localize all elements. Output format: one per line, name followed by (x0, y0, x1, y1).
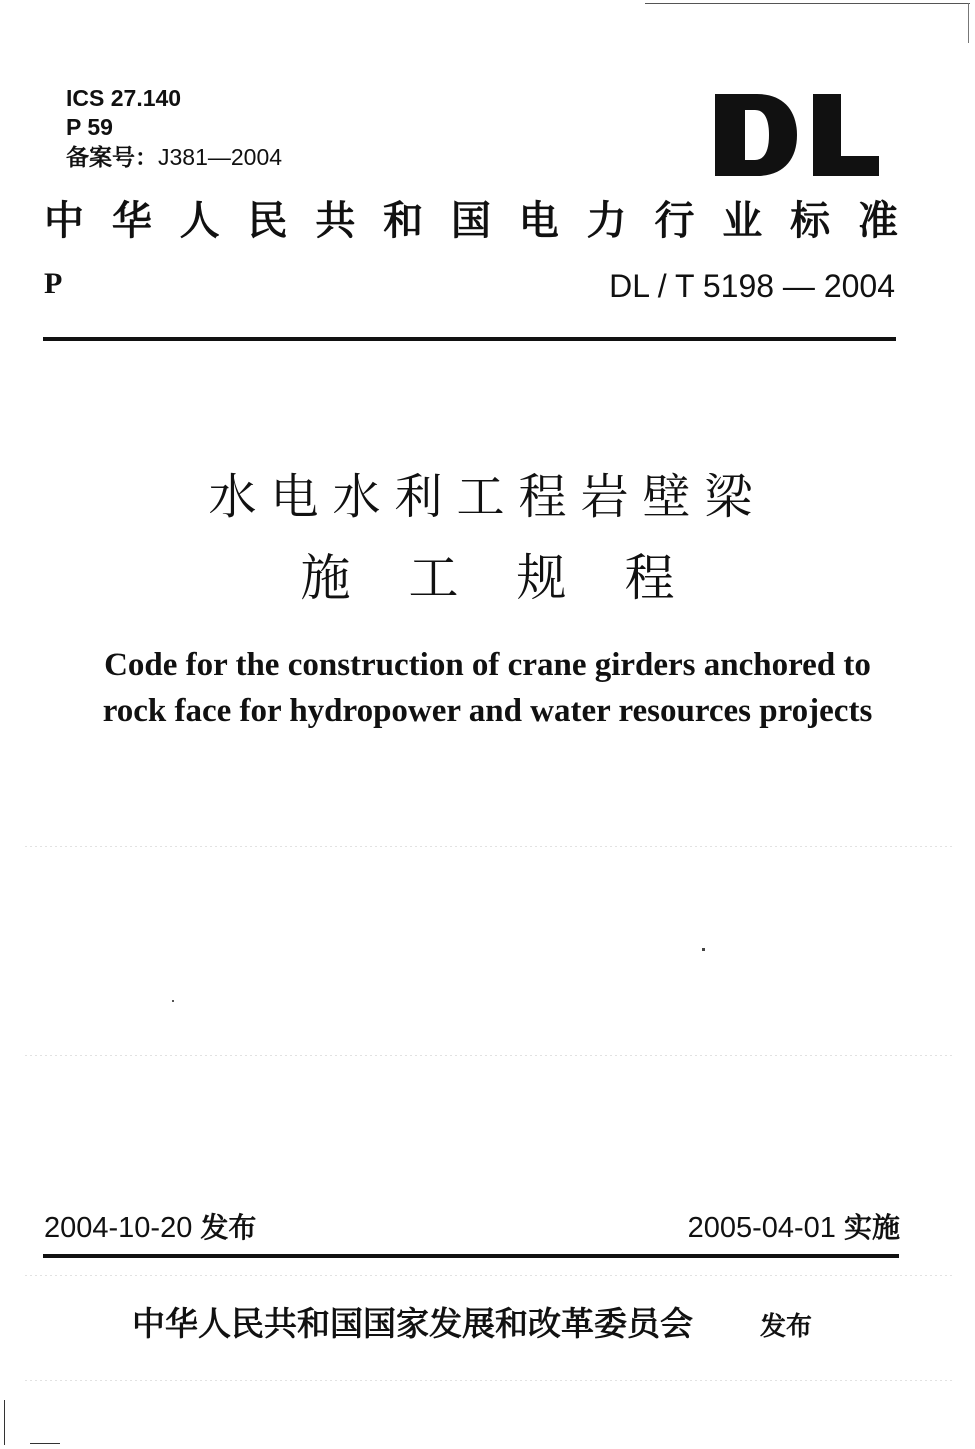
title-en-line1: Code for the construction of crane girders anchored to (104, 647, 871, 683)
scan-faint-line (25, 846, 955, 847)
issue-date (44, 1210, 256, 1246)
org-title-char: 民 (247, 197, 288, 244)
dl-logo-l (813, 94, 879, 176)
title-en (20, 642, 955, 734)
implementation-date-label: 实施 (843, 1211, 900, 1244)
scan-faint-line (25, 1055, 955, 1056)
implementation-date-value: 2005-04-01 (687, 1212, 836, 1244)
footer-rule (43, 1254, 899, 1258)
title-cn-line2: 施工规程 (300, 549, 733, 607)
dl-logo-d (715, 94, 797, 176)
issuer-name: 中华人民共和国国家发展和改革委员会 (132, 1304, 693, 1343)
dl-logo (713, 92, 881, 178)
org-title-char: 标 (790, 197, 831, 244)
ics-code: ICS 27.140 (66, 85, 182, 111)
issue-date-label: 发布 (200, 1211, 257, 1244)
org-title (44, 195, 898, 247)
record-label: 备案号： (66, 144, 158, 170)
scan-border-right (968, 3, 969, 43)
org-title-char: 共 (315, 197, 356, 244)
header-rule (43, 337, 896, 341)
org-title-char: 准 (857, 197, 898, 244)
org-title-char: 国 (450, 197, 491, 244)
scan-mark-left (4, 1400, 5, 1445)
scan-mark-bottom (30, 1443, 60, 1444)
title-cn-line1: 水电水利工程岩壁梁 (208, 469, 767, 525)
issuer-action: 发布 (760, 1312, 813, 1342)
title-en-line2: rock face for hydropower and water resources projects (102, 693, 873, 729)
org-title-char: 力 (586, 197, 627, 244)
org-title-char: 中 (44, 197, 84, 244)
org-title-char: 电 (518, 197, 559, 244)
standard-number: DL / T 5198 — 2004 (609, 268, 895, 304)
scan-faint-line (25, 1380, 955, 1381)
org-title-char: 业 (722, 197, 763, 244)
record-number (66, 143, 282, 171)
scan-speck (702, 948, 705, 951)
classification-letter: P (44, 267, 63, 300)
org-title-char: 行 (654, 197, 695, 244)
issue-date-value: 2004-10-20 (44, 1212, 193, 1244)
org-title-char: 和 (383, 197, 424, 244)
scan-faint-line (25, 1275, 955, 1276)
org-title-char: 人 (179, 197, 220, 244)
implementation-date (688, 1210, 900, 1246)
category-code: P 59 (66, 114, 113, 140)
scan-border-top (645, 3, 970, 4)
org-title-char: 华 (111, 197, 152, 244)
record-value: J381—2004 (158, 144, 283, 170)
scan-speck (172, 1000, 174, 1002)
